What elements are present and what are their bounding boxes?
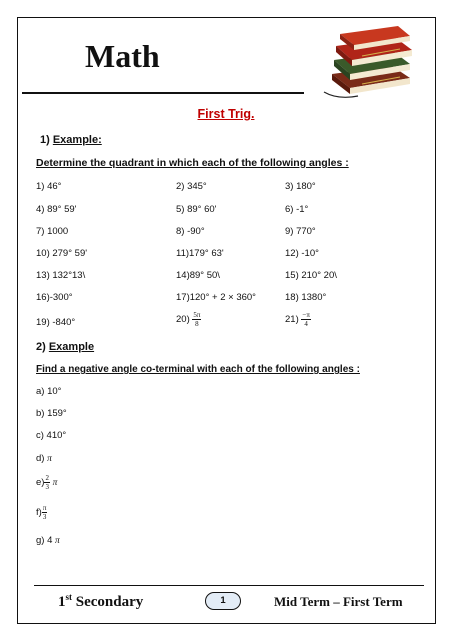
list-item: 13) 132°13\ — [36, 270, 86, 281]
list-item: 3) 180° — [285, 181, 316, 192]
example-2-label: 2) Example — [36, 341, 95, 353]
list-item: e) $\frac{2}{3}$ π — [36, 474, 58, 491]
list-item: 17)120° + 2 × 360° — [176, 292, 256, 303]
list-item: 7) 1000 — [36, 226, 69, 237]
header-divider — [22, 92, 304, 94]
fraction: $\frac{-\pi}{4}$ — [302, 311, 310, 328]
list-item: 5) 89° 60' — [176, 204, 217, 215]
list-item: 11)179° 63' — [176, 248, 224, 259]
list-item: 15) 210° 20\ — [285, 270, 337, 281]
list-item: 1) 46° — [36, 181, 62, 192]
list-item: 2) 345° — [176, 181, 207, 192]
list-item: 16)-300° — [36, 292, 73, 303]
page-number: 1 — [205, 592, 241, 610]
footer-grade: 1st Secondary — [58, 592, 144, 610]
example-1-instruction: Determine the quadrant in which each of the following angles : — [36, 157, 349, 169]
list-item: 19) -840° — [36, 317, 76, 328]
list-item: 14)89° 50\ — [176, 270, 220, 281]
list-item: 9) 770° — [285, 226, 316, 237]
stack-of-books-icon — [318, 22, 418, 102]
list-item: b) 159° — [36, 408, 67, 419]
list-item: 12) -10° — [285, 248, 319, 259]
list-item: f) $\frac{\pi}{3}$ — [36, 504, 47, 521]
footer-divider — [34, 585, 424, 586]
list-item: 8) -90° — [176, 226, 205, 237]
list-item: c) 410° — [36, 430, 67, 441]
list-item: 10) 279° 59' — [36, 248, 88, 259]
list-item: 20) $\frac{5\pi}{8}$ — [176, 311, 201, 328]
example-1-label: 1) Example: — [40, 134, 102, 146]
list-item: 6) -1° — [285, 204, 309, 215]
footer-term: Mid Term – First Term — [274, 594, 403, 609]
list-item: 21) $\frac{-\pi}{4}$ — [285, 311, 310, 328]
list-item: 4) 89° 59' — [36, 204, 77, 215]
fraction: $\frac{\pi}{3}$ — [42, 504, 47, 521]
page-title: Math — [85, 38, 160, 74]
list-item: g) 4 π — [36, 535, 60, 546]
list-item: 18) 1380° — [285, 292, 327, 303]
fraction: $\frac{5\pi}{8}$ — [193, 311, 201, 328]
list-item: a) 10° — [36, 386, 62, 397]
example-2-instruction: Find a negative angle co-terminal with each of the following angles : — [36, 364, 360, 375]
section-title: First Trig. — [197, 107, 255, 121]
fraction: $\frac{2}{3}$ — [45, 474, 49, 491]
list-item: d) π — [36, 453, 52, 464]
